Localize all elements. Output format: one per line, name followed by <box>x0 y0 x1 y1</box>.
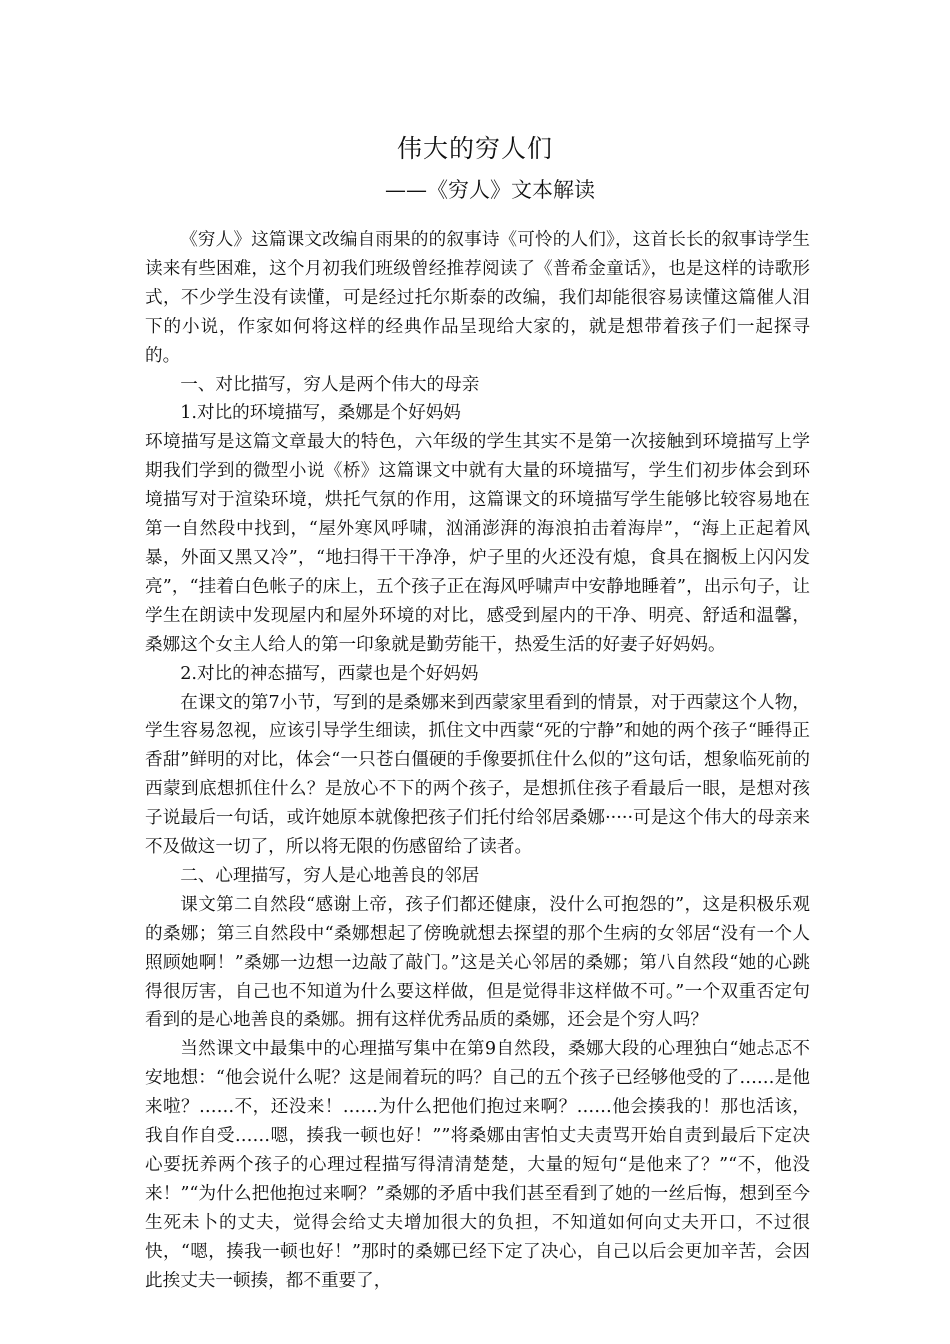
paragraph-intro: 《穷人》这篇课文改编自雨果的的叙事诗《可怜的人们》，这首长长的叙事诗学生读来有些困难，这个月初我们班级曾经推荐阅读了《普希金童话》，也是这样的诗歌形式，不少学生没有读懂，可是经过托尔斯泰的改编，我们却能很容易读懂这篇催人泪下的小说，作家如何将这样的经典作品呈现给大家的，就是想带着孩子们一起探寻的。 <box>145 230 810 366</box>
document-body <box>145 226 810 1296</box>
document-title: 伟大的穷人们 <box>396 134 553 163</box>
subsection-heading-2: 2.对比的神态描写，西蒙也是个好妈妈 <box>180 663 479 684</box>
section-heading-1: 一、对比描写，穷人是两个伟大的母亲 <box>180 374 480 395</box>
paragraph-expression: 在课文的第7小节，写到的是桑娜来到西蒙家里看到的情景，对于西蒙这个人物，学生容易忽视，应该引导学生细读，抓住文中西蒙“死的宁静”和她的两个孩子“睡得正香甜”鲜明的对比，体会“一只苍白僵硬的手像要抓住什么似的”这句话，想象临死前的西蒙到底想抓住什么？是放心不下的两个孩子，是想抓住孩子看最后一眼，是想对孩子说最后一句话，或许她原本就像把孩子们托付给邻居桑娜·····可是这个伟大的母亲来不及做这一切了，所以将无限的伤感留给了读者。 <box>145 692 810 858</box>
paragraph-psychology: 课文第二自然段“感谢上帝，孩子们都还健康，没什么可抱怨的”，这是积极乐观的桑娜；第三自然段中“桑娜想起了傍晚就想去探望的那个生病的女邻居“没有一个人照顾她啊！”桑娜一边想一边敲了敲门。”这是关心邻居的桑娜；第八自然段“她的心跳得很厉害，自己也不知道为什么要这样做，但是觉得非这样做不可。”一个双重否定句看到的是心地善良的桑娜。拥有这样优秀品质的桑娜，还会是个穷人吗？ <box>145 894 810 1031</box>
document-subtitle: ——《穷人》文本解读 <box>385 178 595 202</box>
paragraph-monologue: 当然课文中最集中的心理描写集中在第9自然段，桑娜大段的心理独白“她忐忑不安地想：“他会说什么呢？这是闹着玩的吗？自己的五个孩子已经够他受的了……是他来啦？……不，还没来！……为什么把他们抱过来啊？……他会揍我的！那也活该，我自作自受……嗯，揍我一顿也好！””将桑娜由害怕丈夫责骂开始自责到最后下定决心要抚养两个孩子的心理过程描写得清清楚楚，大量的短句“是他来了？”“不，他没来！”“为什么把他抱过来啊？”桑娜的矛盾中我们甚至看到了她的一丝后悔，想到至今生死未卜的丈夫，觉得会给丈夫增加很大的负担，不知道如何向丈夫开口，不过很快，“嗯，揍我一顿也好！”那时的桑娜已经下定了决心，自己以后会更加辛苦，会因此挨丈夫一顿揍，都不重要了， <box>145 1039 810 1291</box>
section-heading-2: 二、心理描写，穷人是心地善良的邻居 <box>180 865 480 886</box>
subsection-heading-1: 1.对比的环境描写，桑娜是个好妈妈 <box>180 403 461 424</box>
paragraph-environment: 环境描写是这篇文章最大的特色，六年级的学生其实不是第一次接触到环境描写上学期我们学到的微型小说《桥》这篇课文中就有大量的环境描写，学生们初步体会到环境描写对于渲染环境，烘托气氛的作用，这篇课文的环境描写学生能够比较容易地在第一自然段中找到，“屋外寒风呼啸，汹涌澎湃的海浪拍击着海岸”，“海上正起着风暴，外面又黑又冷”，“地扫得干干净净，炉子里的火还没有熄，食具在搁板上闪闪发亮”，“挂着白色帐子的床上，五个孩子正在海风呼啸声中安静地睡着”，出示句子，让学生在朗读中发现屋内和屋外环境的对比，感受到屋内的干净、明亮、舒适和温馨，桑娜这个女主人给人的第一印象就是勤劳能干，热爱生活的好妻子好妈妈。 <box>145 432 810 655</box>
